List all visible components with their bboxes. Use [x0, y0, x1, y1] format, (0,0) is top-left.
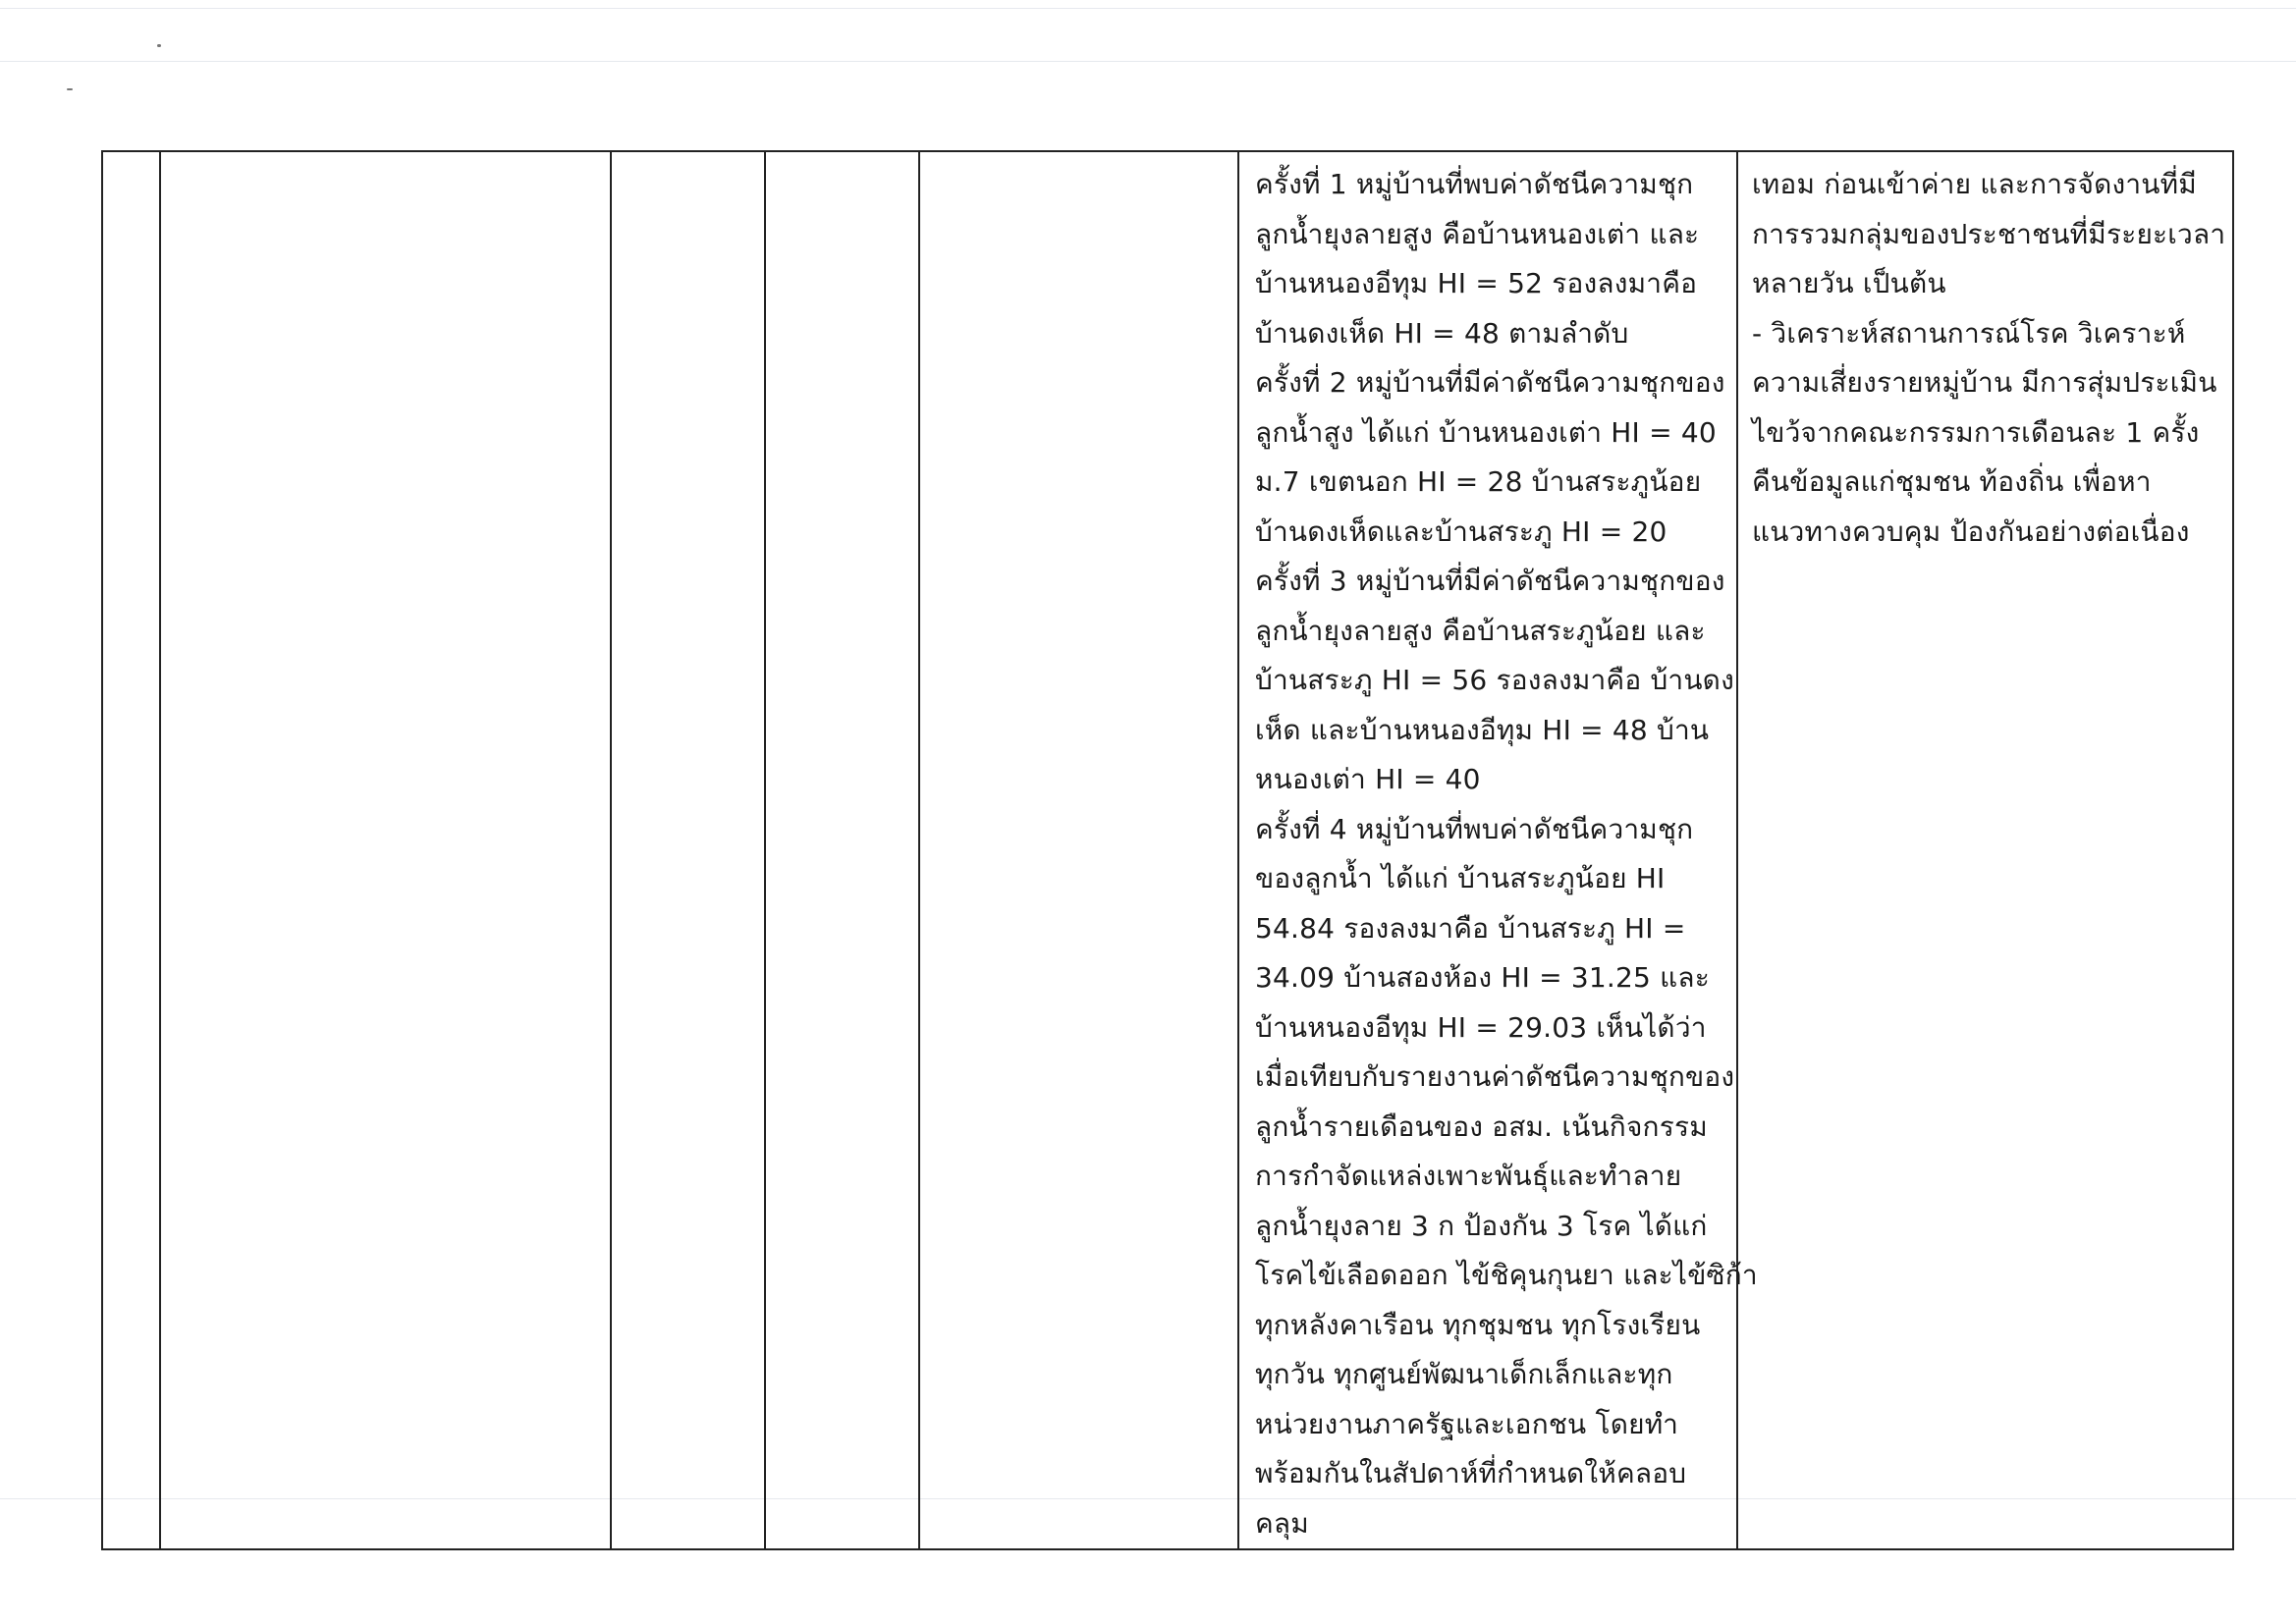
notes-line: - วิเคราะห์สถานการณ์โรค วิเคราะห์: [1752, 316, 2186, 350]
notes-line: ไขว้จากคณะกรรมการเดือนละ 1 ครั้ง: [1752, 415, 2200, 449]
results-line: เห็ด และบ้านหนองอีทุม HI = 48 บ้าน: [1255, 713, 1710, 746]
results-line: ลูกน้ำสูง ได้แก่ บ้านหนองเต่า HI = 40: [1255, 415, 1717, 449]
results-line: ทุกหลังคาเรือน ทุกชุมชน ทุกโรงเรียน: [1255, 1308, 1701, 1341]
scan-edge-upper: [0, 61, 2296, 62]
results-line: ลูกน้ำยุงลายสูง คือบ้านสระภูน้อย และ: [1255, 614, 1706, 647]
results-line: ม.7 เขตนอก HI = 28 บ้านสระภูน้อย: [1255, 465, 1702, 498]
cell-method: [919, 151, 1238, 1549]
results-line: 54.84 รองลงมาคือ บ้านสระภู HI =: [1255, 911, 1686, 945]
results-line: ครั้งที่ 1 หมู่บ้านที่พบค่าดัชนีความชุก: [1255, 168, 1694, 200]
cell-results: [1238, 151, 1758, 1549]
notes-line: การรวมกลุ่มของประชาชนที่มีระยะเวลา: [1752, 217, 2226, 250]
results-line: บ้านดงเห็ดและบ้านสระภู HI = 20: [1255, 514, 1667, 548]
results-line: หนองเต่า HI = 40: [1255, 763, 1481, 795]
cell-notes: [1737, 151, 2233, 1549]
results-line: ครั้งที่ 2 หมู่บ้านที่มีค่าดัชนีความชุกของ: [1255, 366, 1725, 399]
results-line: หน่วยงานภาครัฐและเอกชน โดยทำ: [1255, 1407, 1679, 1440]
results-line: ครั้งที่ 3 หมู่บ้านที่มีค่าดัชนีความชุกของ: [1255, 565, 1725, 597]
results-line: โรคไข้เลือดออก ไข้ชิคุนกุนยา และไข้ซิก้า: [1255, 1259, 1758, 1291]
results-line: ลูกน้ำยุงลายสูง คือบ้านหนองเต่า และ: [1255, 217, 1700, 250]
table-row: [102, 151, 2233, 1549]
notes-line: เทอม ก่อนเข้าค่าย และการจัดงานที่มี: [1752, 168, 2197, 200]
notes-line: คืนข้อมูลแก่ชุมชน ท้องถิ่น เพื่อหา: [1752, 465, 2152, 498]
results-line: ลูกน้ำรายเดือนของ อสม. เน้นกิจกรรม: [1255, 1110, 1708, 1143]
results-line: ครั้งที่ 4 หมู่บ้านที่พบค่าดัชนีความชุก: [1255, 812, 1694, 845]
cell-target: [611, 151, 765, 1549]
results-line: 34.09 บ้านสองห้อง HI = 31.25 และ: [1255, 961, 1710, 994]
results-line: บ้านดงเห็ด HI = 48 ตามลำดับ: [1255, 316, 1629, 350]
cell-index: [102, 151, 160, 1549]
results-line: เมื่อเทียบกับรายงานค่าดัชนีความชุกของ: [1255, 1060, 1735, 1093]
results-text: [1239, 152, 1758, 1548]
results-line: บ้านหนองอีทุม HI = 52 รองลงมาคือ: [1255, 267, 1698, 299]
results-line: การกำจัดแหล่งเพาะพันธุ์และทำลาย: [1255, 1160, 1682, 1192]
notes-line: แนวทางควบคุม ป้องกันอย่างต่อเนื่อง: [1752, 514, 2190, 548]
cell-activity: [160, 151, 611, 1549]
results-line: บ้านสระภู HI = 56 รองลงมาคือ บ้านดง: [1255, 664, 1734, 696]
scan-speck: [67, 88, 73, 90]
results-line: บ้านหนองอีทุม HI = 29.03 เห็นได้ว่า: [1255, 1010, 1707, 1044]
notes-line: หลายวัน เป็นต้น: [1752, 267, 1946, 299]
notes-line: ความเสี่ยงรายหมู่บ้าน มีการสุ่มประเมิน: [1752, 366, 2217, 399]
cell-budget: [765, 151, 919, 1549]
results-line: ทุกวัน ทุกศูนย์พัฒนาเด็กเล็กและทุก: [1255, 1358, 1673, 1390]
scan-edge-top: [0, 8, 2296, 9]
results-line: ลูกน้ำยุงลาย 3 ก ป้องกัน 3 โรค ได้แก่: [1255, 1209, 1708, 1242]
scan-speck: [157, 44, 161, 47]
report-table: [101, 150, 2234, 1550]
results-line: คลุม: [1255, 1506, 1309, 1540]
results-line: พร้อมกันในสัปดาห์ที่กำหนดให้คลอบ: [1255, 1457, 1687, 1489]
results-line: ของลูกน้ำ ได้แก่ บ้านสระภูน้อย HI: [1255, 862, 1666, 894]
notes-text: [1738, 152, 2232, 557]
